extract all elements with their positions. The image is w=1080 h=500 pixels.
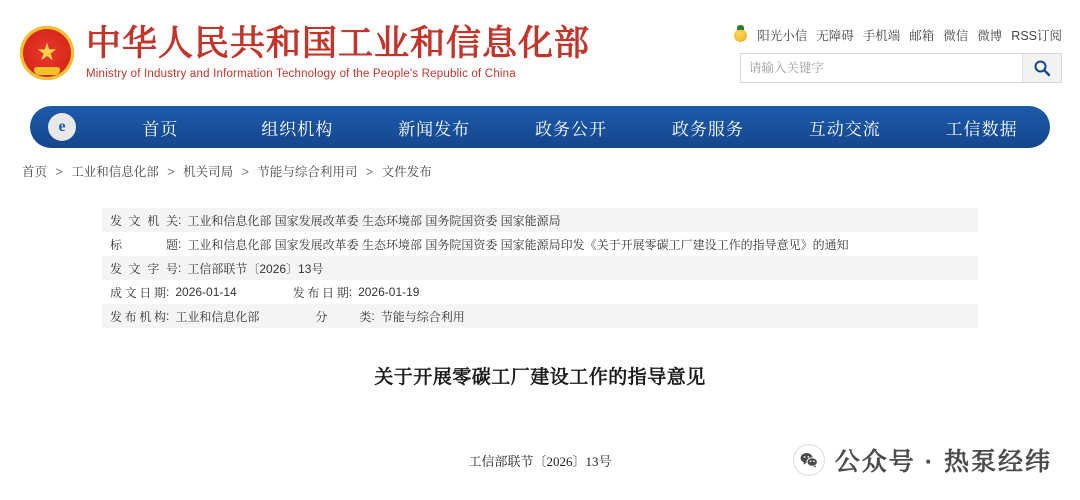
meta-colon: : xyxy=(348,285,353,299)
breadcrumb-separator: > xyxy=(365,165,374,179)
breadcrumb-item-document-release[interactable]: 文件发布 xyxy=(381,165,432,179)
meta-group-written-date xyxy=(110,284,237,301)
meta-group-category xyxy=(315,308,464,325)
nav-item-government-services[interactable]: 政务服务 xyxy=(671,119,744,139)
main-nav xyxy=(30,106,1050,148)
meta-label-written-date: 成文日期 xyxy=(110,285,166,300)
meta-label-title: 标题 xyxy=(110,237,178,252)
meta-row-document-number xyxy=(102,256,978,280)
document-meta-table xyxy=(102,208,978,328)
breadcrumb-item-energy-conservation[interactable]: 节能与综合利用司 xyxy=(257,165,358,179)
breadcrumb-item-ministry[interactable]: 工业和信息化部 xyxy=(71,165,159,179)
site-title-block xyxy=(86,24,590,80)
meta-value-issuing-agency: 工业和信息化部 国家发展改革委 生态环境部 国务院国资委 国家能源局 xyxy=(187,213,561,228)
wechat-icon xyxy=(793,444,825,476)
top-link-rss[interactable]: RSS订阅 xyxy=(1011,29,1062,43)
top-links xyxy=(734,26,1062,44)
nav-item-data[interactable]: 工信数据 xyxy=(945,119,1018,139)
meta-group-publish-date xyxy=(293,284,420,301)
meta-label-document-number: 发文字号 xyxy=(110,261,178,276)
nav-item-organization[interactable]: 组织机构 xyxy=(261,119,334,139)
breadcrumb-item-home[interactable]: 首页 xyxy=(22,165,48,179)
sun-icon xyxy=(734,29,747,42)
site-title-cn: 中华人民共和国工业和信息化部 xyxy=(86,24,591,63)
meta-label-category: 分类 xyxy=(315,309,372,324)
nav-item-government-disclosure[interactable]: 政务公开 xyxy=(535,119,607,139)
breadcrumb-separator: > xyxy=(55,165,63,179)
meta-row-dates xyxy=(102,280,978,304)
nav-item-news[interactable]: 新闻发布 xyxy=(398,119,471,139)
watermark-text: 公众号 · 热泵经纬 xyxy=(834,448,1052,476)
meta-group-publishing-agency xyxy=(110,308,259,325)
top-link-mobile[interactable]: 手机端 xyxy=(862,29,901,43)
meta-row-agency-category xyxy=(102,304,978,328)
meta-colon: : xyxy=(371,309,375,323)
meta-value-category: 节能与综合利用 xyxy=(380,309,465,324)
nav-logo-icon: e xyxy=(48,113,76,141)
meta-colon: : xyxy=(178,237,182,251)
meta-label-publishing-agency: 发布机构 xyxy=(110,309,166,324)
meta-value-written-date: 2026-01-14 xyxy=(175,285,237,299)
breadcrumb-separator: > xyxy=(167,165,175,179)
wechat-watermark xyxy=(793,442,1052,478)
search-box xyxy=(740,53,1062,83)
top-link-wechat[interactable]: 微信 xyxy=(943,29,969,43)
wechat-glyph-icon xyxy=(800,452,818,468)
meta-label-publish-date: 发布日期 xyxy=(292,285,349,300)
meta-row-title xyxy=(102,232,978,256)
document-title: 关于开展零碳工厂建设工作的指导意见 xyxy=(374,367,706,388)
meta-label-issuing-agency: 发文机关 xyxy=(110,213,178,228)
search-button[interactable] xyxy=(1022,54,1061,82)
top-link-sunshine[interactable]: 阳光小信 xyxy=(757,29,808,43)
top-link-weibo[interactable]: 微博 xyxy=(977,29,1003,43)
site-title-en: Ministry of Industry and Information Technology of the People's Republic of China xyxy=(86,68,516,80)
search-input[interactable] xyxy=(741,54,1022,82)
document-number: 工信部联节〔2026〕13号 xyxy=(468,454,612,469)
main-nav-wrapper xyxy=(0,106,1080,148)
emblem-gear-icon xyxy=(34,67,60,75)
top-link-accessibility[interactable]: 无障碍 xyxy=(816,29,854,43)
meta-row-issuing-agency xyxy=(102,208,978,232)
meta-value-document-number: 工信部联节〔2026〕13号 xyxy=(187,261,324,276)
meta-colon: : xyxy=(178,213,182,227)
national-emblem-icon xyxy=(20,26,74,80)
site-header xyxy=(0,0,1080,106)
breadcrumb-item-departments[interactable]: 机关司局 xyxy=(183,165,234,179)
top-link-mail[interactable]: 邮箱 xyxy=(909,29,935,43)
emblem-star-icon: ★ xyxy=(36,39,58,66)
meta-value-title: 工业和信息化部 国家发展改革委 生态环境部 国务院国资委 国家能源局印发《关于开展零碳工厂建设工作的指导意见》的通知 xyxy=(187,237,849,252)
meta-colon: : xyxy=(178,261,182,275)
meta-value-publishing-agency: 工业和信息化部 xyxy=(175,309,260,324)
meta-colon: : xyxy=(166,285,170,299)
meta-value-publish-date: 2026-01-19 xyxy=(358,285,420,299)
search-icon xyxy=(1033,59,1051,77)
nav-item-interaction[interactable]: 互动交流 xyxy=(808,119,881,139)
nav-item-home[interactable]: 首页 xyxy=(142,119,179,139)
breadcrumb-separator: > xyxy=(241,165,249,179)
meta-colon: : xyxy=(166,309,170,323)
breadcrumb xyxy=(0,148,1080,180)
